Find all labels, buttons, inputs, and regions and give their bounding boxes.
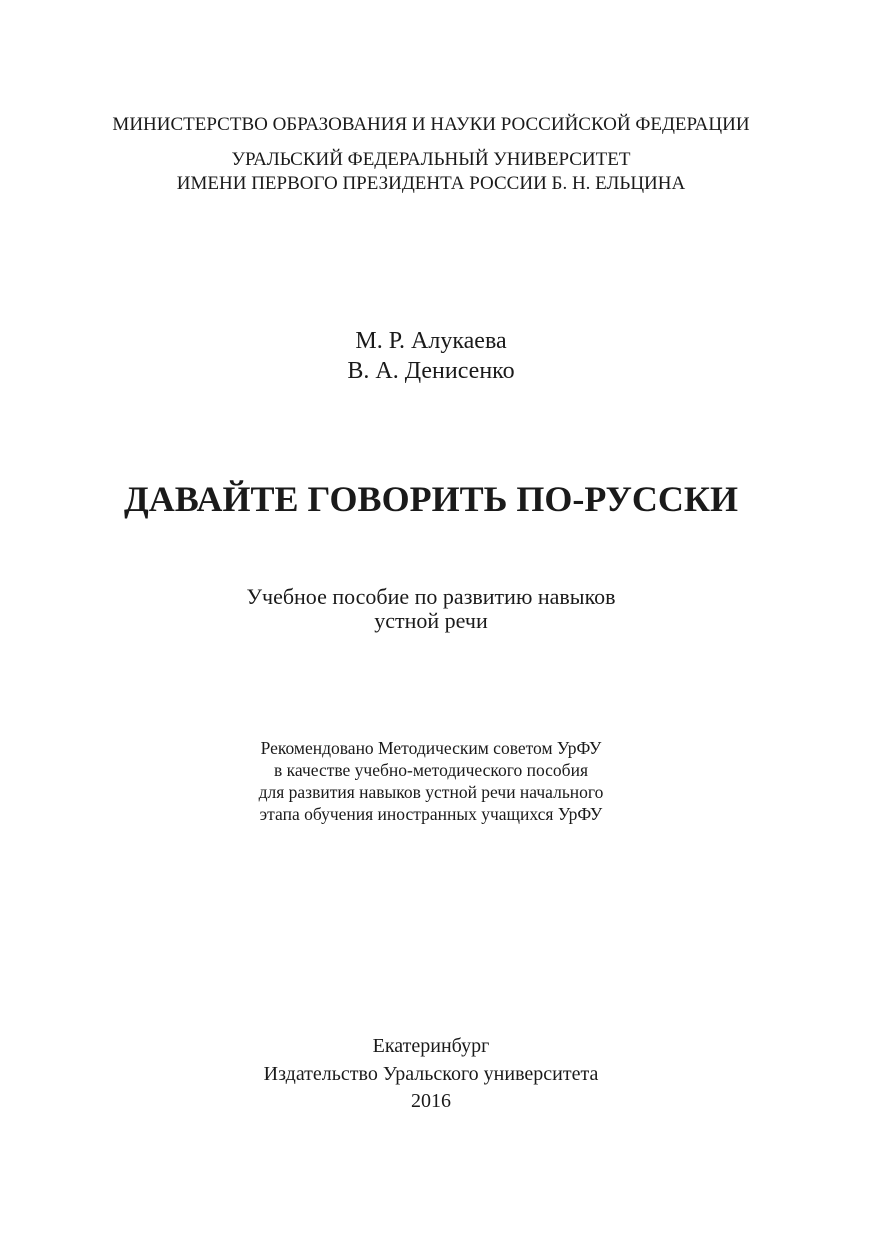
author-1: М. Р. Алукаева [355,328,507,354]
author-2: В. А. Денисенко [347,358,515,384]
recommendation-line-4: этапа обучения иностранных учащихся УрФУ [259,804,603,824]
recommendation-line-1: Рекомендовано Методическим советом УрФУ [260,738,602,758]
university-name-line-2: ИМЕНИ ПЕРВОГО ПРЕЗИДЕНТА РОССИИ Б. Н. ЕЛЬЦИНА [176,173,686,194]
recommendation-line-2: в качестве учебно-методического пособия [274,760,588,780]
imprint-publisher: Издательство Уральского университета [263,1063,599,1085]
imprint-city: Екатеринбург [372,1035,490,1057]
ministry-name: МИНИСТЕРСТВО ОБРАЗОВАНИЯ И НАУКИ РОССИЙСКОЙ ФЕДЕРАЦИИ [112,114,750,135]
subtitle-line-1: Учебное пособие по развитию навыков [246,584,616,609]
university-name-line-1: УРАЛЬСКИЙ ФЕДЕРАЛЬНЫЙ УНИВЕРСИТЕТ [231,149,631,170]
book-title: ДАВАЙТЕ ГОВОРИТЬ ПО-РУССКИ [124,479,738,519]
imprint-year: 2016 [411,1090,451,1112]
subtitle-line-2: устной речи [374,608,488,633]
recommendation-line-3: для развития навыков устной речи начального [258,782,604,802]
